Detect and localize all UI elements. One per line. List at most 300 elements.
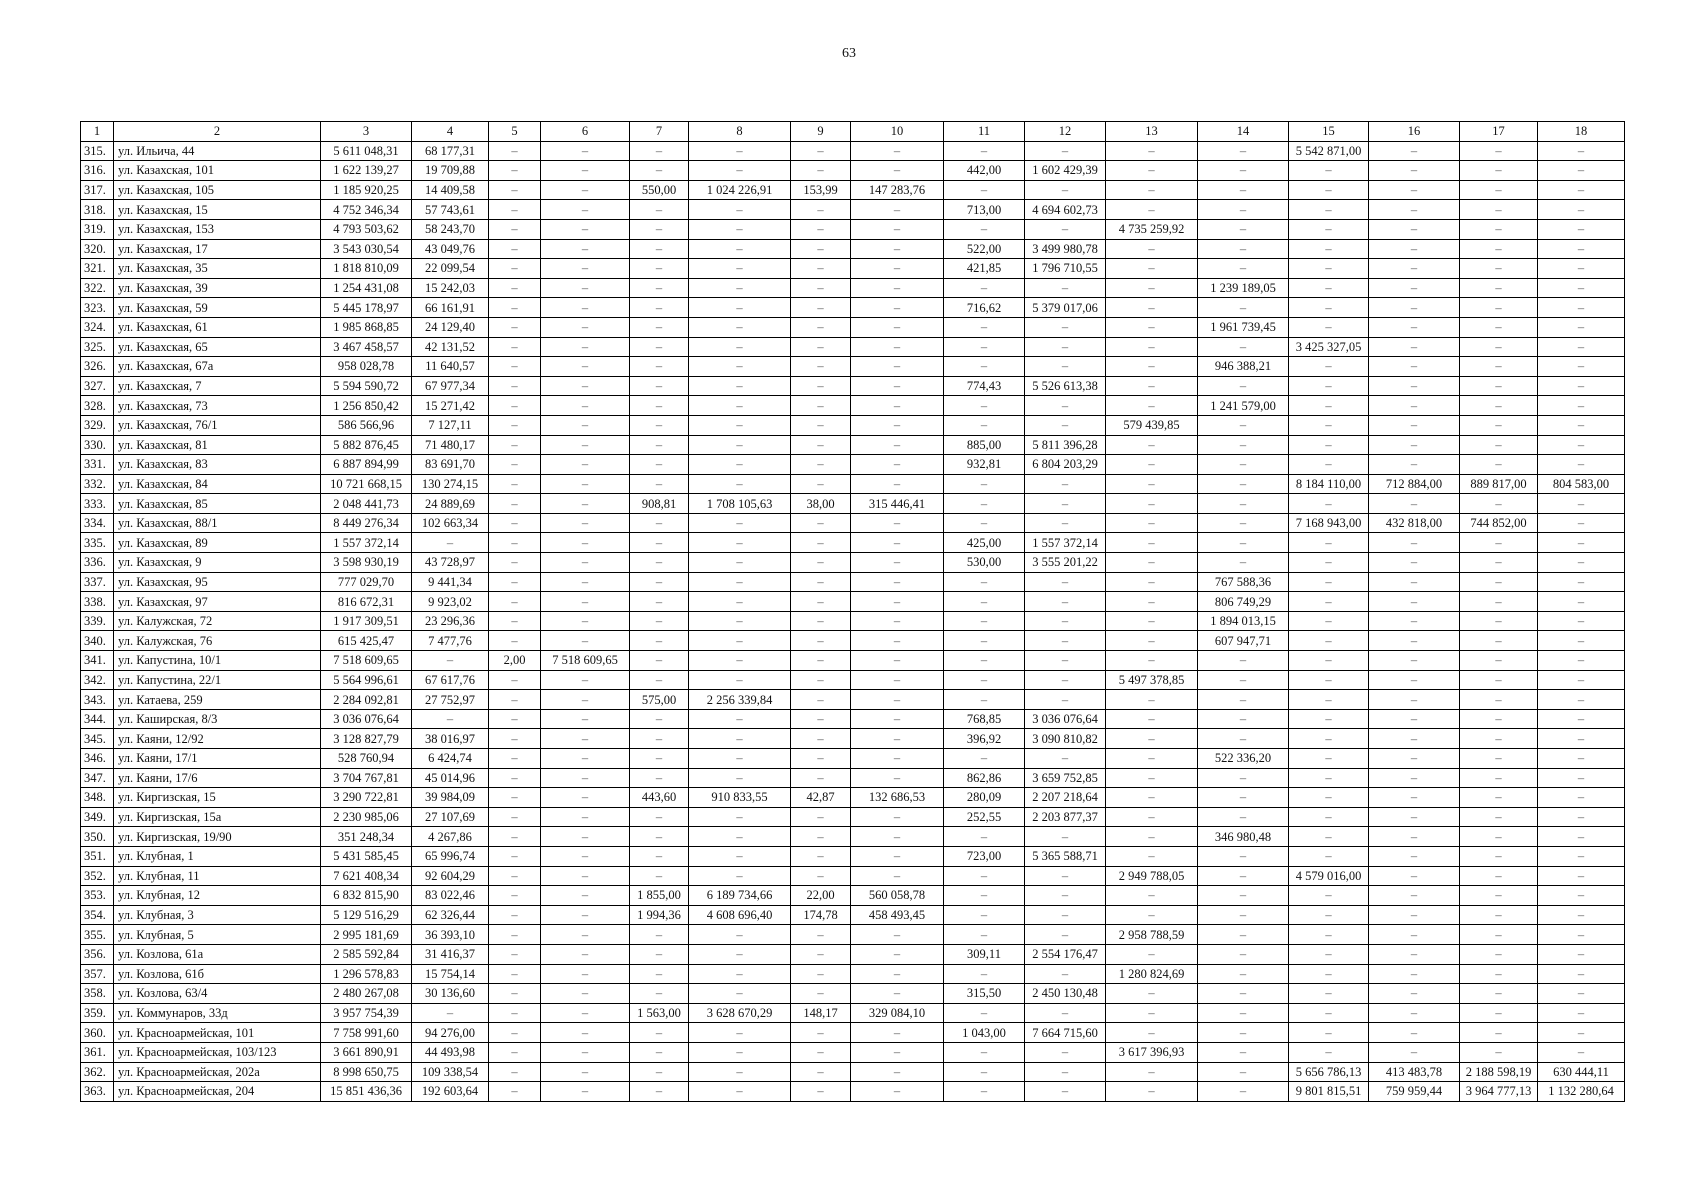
- value-cell: –: [541, 944, 630, 964]
- table-row: [81, 533, 1625, 553]
- value-cell: –: [412, 709, 489, 729]
- value-cell: –: [689, 670, 791, 690]
- value-cell: –: [1369, 788, 1460, 808]
- value-cell: –: [851, 827, 944, 847]
- value-cell: 66 161,91: [412, 298, 489, 318]
- value-cell: –: [541, 239, 630, 259]
- value-cell: –: [689, 592, 791, 612]
- value-cell: –: [541, 807, 630, 827]
- value-cell: 132 686,53: [851, 788, 944, 808]
- value-cell: –: [689, 749, 791, 769]
- value-cell: –: [541, 572, 630, 592]
- address-cell: ул. Казахская, 15: [114, 200, 321, 220]
- value-cell: –: [1025, 670, 1106, 690]
- value-cell: –: [1538, 788, 1625, 808]
- value-cell: –: [791, 278, 851, 298]
- value-cell: –: [1106, 533, 1198, 553]
- value-cell: –: [489, 259, 541, 279]
- value-cell: –: [1369, 455, 1460, 475]
- value-cell: –: [1106, 553, 1198, 573]
- value-cell: –: [689, 513, 791, 533]
- value-cell: –: [541, 749, 630, 769]
- value-cell: –: [851, 141, 944, 161]
- value-cell: 560 058,78: [851, 886, 944, 906]
- value-cell: –: [541, 846, 630, 866]
- value-cell: –: [1289, 219, 1369, 239]
- value-cell: 57 743,61: [412, 200, 489, 220]
- address-cell: ул. Каяни, 12/92: [114, 729, 321, 749]
- value-cell: –: [1460, 592, 1538, 612]
- value-cell: –: [1198, 298, 1289, 318]
- value-cell: –: [541, 259, 630, 279]
- value-cell: –: [944, 905, 1025, 925]
- value-cell: 1 185 920,25: [321, 180, 412, 200]
- value-cell: –: [630, 435, 689, 455]
- row-number: 348.: [81, 788, 114, 808]
- value-cell: 425,00: [944, 533, 1025, 553]
- table-row: [81, 827, 1625, 847]
- value-cell: 7 518 609,65: [541, 651, 630, 671]
- address-cell: ул. Козлова, 61б: [114, 964, 321, 984]
- value-cell: 1 563,00: [630, 1003, 689, 1023]
- table-row: [81, 494, 1625, 514]
- value-cell: 7 518 609,65: [321, 651, 412, 671]
- value-cell: –: [1289, 749, 1369, 769]
- value-cell: 958 028,78: [321, 357, 412, 377]
- value-cell: –: [1538, 572, 1625, 592]
- value-cell: –: [630, 846, 689, 866]
- value-cell: –: [541, 553, 630, 573]
- value-cell: –: [791, 435, 851, 455]
- value-cell: –: [541, 200, 630, 220]
- value-cell: 630 444,11: [1538, 1062, 1625, 1082]
- value-cell: –: [1198, 788, 1289, 808]
- value-cell: –: [541, 670, 630, 690]
- value-cell: –: [1106, 729, 1198, 749]
- value-cell: –: [1025, 396, 1106, 416]
- value-cell: –: [1538, 846, 1625, 866]
- value-cell: 804 583,00: [1538, 474, 1625, 494]
- value-cell: –: [851, 415, 944, 435]
- value-cell: –: [630, 1042, 689, 1062]
- address-cell: ул. Каширская, 8/3: [114, 709, 321, 729]
- value-cell: 147 283,76: [851, 180, 944, 200]
- value-cell: –: [1198, 161, 1289, 181]
- address-cell: ул. Казахская, 73: [114, 396, 321, 416]
- value-cell: –: [689, 572, 791, 592]
- value-cell: 7 168 943,00: [1289, 513, 1369, 533]
- address-cell: ул. Казахская, 59: [114, 298, 321, 318]
- value-cell: 62 326,44: [412, 905, 489, 925]
- value-cell: –: [1198, 846, 1289, 866]
- table-row: [81, 592, 1625, 612]
- value-cell: –: [1106, 474, 1198, 494]
- value-cell: –: [1460, 631, 1538, 651]
- value-cell: –: [1025, 964, 1106, 984]
- value-cell: 4 608 696,40: [689, 905, 791, 925]
- value-cell: 3 957 754,39: [321, 1003, 412, 1023]
- value-cell: –: [851, 1062, 944, 1082]
- value-cell: –: [1460, 435, 1538, 455]
- value-cell: 5 656 786,13: [1289, 1062, 1369, 1082]
- value-cell: –: [541, 533, 630, 553]
- value-cell: 7 127,11: [412, 415, 489, 435]
- address-cell: ул. Киргизская, 15: [114, 788, 321, 808]
- value-cell: –: [630, 611, 689, 631]
- value-cell: –: [689, 866, 791, 886]
- value-cell: –: [1289, 376, 1369, 396]
- value-cell: –: [1106, 749, 1198, 769]
- value-cell: –: [1538, 455, 1625, 475]
- address-cell: ул. Казахская, 95: [114, 572, 321, 592]
- value-cell: –: [1289, 729, 1369, 749]
- value-cell: –: [1289, 278, 1369, 298]
- value-cell: –: [1198, 415, 1289, 435]
- value-cell: 6 832 815,90: [321, 886, 412, 906]
- table-row: [81, 513, 1625, 533]
- value-cell: 71 480,17: [412, 435, 489, 455]
- address-cell: ул. Каяни, 17/6: [114, 768, 321, 788]
- value-cell: –: [1106, 886, 1198, 906]
- address-cell: ул. Красноармейская, 101: [114, 1023, 321, 1043]
- value-cell: 1 296 578,83: [321, 964, 412, 984]
- value-cell: –: [1369, 200, 1460, 220]
- value-cell: 109 338,54: [412, 1062, 489, 1082]
- table-row: [81, 474, 1625, 494]
- value-cell: –: [1289, 317, 1369, 337]
- value-cell: 1 622 139,27: [321, 161, 412, 181]
- value-cell: –: [1369, 259, 1460, 279]
- value-cell: –: [541, 298, 630, 318]
- value-cell: –: [1369, 219, 1460, 239]
- row-number: 362.: [81, 1062, 114, 1082]
- value-cell: –: [489, 690, 541, 710]
- address-cell: ул. Капустина, 10/1: [114, 651, 321, 671]
- value-cell: –: [1369, 925, 1460, 945]
- table-row: [81, 317, 1625, 337]
- value-cell: –: [1460, 572, 1538, 592]
- value-cell: –: [689, 1023, 791, 1043]
- value-cell: 8 998 650,75: [321, 1062, 412, 1082]
- value-cell: 5 594 590,72: [321, 376, 412, 396]
- value-cell: –: [1198, 435, 1289, 455]
- value-cell: –: [489, 807, 541, 827]
- table-body: [81, 122, 1625, 1102]
- value-cell: –: [1198, 239, 1289, 259]
- value-cell: –: [1198, 944, 1289, 964]
- value-cell: –: [1460, 768, 1538, 788]
- value-cell: –: [944, 1003, 1025, 1023]
- value-cell: –: [1198, 1003, 1289, 1023]
- value-cell: –: [630, 1082, 689, 1102]
- value-cell: 67 977,34: [412, 376, 489, 396]
- value-cell: –: [1106, 846, 1198, 866]
- value-cell: –: [689, 846, 791, 866]
- value-cell: –: [541, 1003, 630, 1023]
- value-cell: –: [851, 651, 944, 671]
- value-cell: –: [541, 905, 630, 925]
- address-cell: ул. Киргизская, 15а: [114, 807, 321, 827]
- value-cell: –: [1538, 1042, 1625, 1062]
- value-cell: 8 184 110,00: [1289, 474, 1369, 494]
- value-cell: –: [1460, 278, 1538, 298]
- value-cell: –: [412, 533, 489, 553]
- value-cell: –: [1369, 592, 1460, 612]
- value-cell: –: [791, 513, 851, 533]
- value-cell: –: [1289, 611, 1369, 631]
- value-cell: 27 107,69: [412, 807, 489, 827]
- column-header: 7: [630, 122, 689, 142]
- value-cell: –: [791, 631, 851, 651]
- address-cell: ул. Казахская, 101: [114, 161, 321, 181]
- value-cell: –: [1198, 337, 1289, 357]
- value-cell: –: [1106, 455, 1198, 475]
- row-number: 324.: [81, 317, 114, 337]
- row-number: 317.: [81, 180, 114, 200]
- row-number: 363.: [81, 1082, 114, 1102]
- value-cell: –: [689, 455, 791, 475]
- table-row: [81, 161, 1625, 181]
- address-cell: ул. Клубная, 1: [114, 846, 321, 866]
- value-cell: –: [1460, 337, 1538, 357]
- value-cell: 806 749,29: [1198, 592, 1289, 612]
- value-cell: –: [630, 474, 689, 494]
- value-cell: 9 923,02: [412, 592, 489, 612]
- table-row: [81, 1082, 1625, 1102]
- value-cell: 130 274,15: [412, 474, 489, 494]
- value-cell: 7 621 408,34: [321, 866, 412, 886]
- value-cell: –: [851, 984, 944, 1004]
- value-cell: –: [791, 846, 851, 866]
- value-cell: –: [689, 631, 791, 651]
- value-cell: –: [541, 455, 630, 475]
- value-cell: –: [1289, 357, 1369, 377]
- value-cell: 396,92: [944, 729, 1025, 749]
- value-cell: –: [489, 670, 541, 690]
- column-header: 6: [541, 122, 630, 142]
- value-cell: 2 480 267,08: [321, 984, 412, 1004]
- value-cell: –: [944, 1042, 1025, 1062]
- value-cell: –: [944, 592, 1025, 612]
- value-cell: –: [1369, 494, 1460, 514]
- value-cell: 759 959,44: [1369, 1082, 1460, 1102]
- value-cell: –: [1025, 474, 1106, 494]
- value-cell: 1 043,00: [944, 1023, 1025, 1043]
- value-cell: 1 985 868,85: [321, 317, 412, 337]
- address-cell: ул. Клубная, 3: [114, 905, 321, 925]
- value-cell: –: [851, 866, 944, 886]
- value-cell: –: [1460, 357, 1538, 377]
- value-cell: –: [1289, 180, 1369, 200]
- column-header: 13: [1106, 122, 1198, 142]
- value-cell: –: [1289, 670, 1369, 690]
- value-cell: –: [791, 259, 851, 279]
- value-cell: –: [1369, 886, 1460, 906]
- value-cell: –: [1106, 161, 1198, 181]
- value-cell: –: [1289, 846, 1369, 866]
- table-row: [81, 1023, 1625, 1043]
- page-number: 63: [842, 46, 856, 61]
- value-cell: 3 290 722,81: [321, 788, 412, 808]
- value-cell: –: [630, 200, 689, 220]
- address-cell: ул. Каяни, 17/1: [114, 749, 321, 769]
- value-cell: 586 566,96: [321, 415, 412, 435]
- value-cell: –: [851, 611, 944, 631]
- value-cell: –: [851, 709, 944, 729]
- address-cell: ул. Козлова, 61а: [114, 944, 321, 964]
- value-cell: –: [489, 866, 541, 886]
- value-cell: 1 894 013,15: [1198, 611, 1289, 631]
- value-cell: –: [851, 474, 944, 494]
- value-cell: 6 887 894,99: [321, 455, 412, 475]
- value-cell: –: [1025, 611, 1106, 631]
- value-cell: –: [851, 533, 944, 553]
- table-row: [81, 357, 1625, 377]
- value-cell: –: [944, 1082, 1025, 1102]
- value-cell: –: [1289, 827, 1369, 847]
- value-cell: –: [944, 631, 1025, 651]
- value-cell: –: [689, 415, 791, 435]
- value-cell: 148,17: [791, 1003, 851, 1023]
- value-cell: –: [1198, 533, 1289, 553]
- value-cell: –: [1369, 533, 1460, 553]
- value-cell: 1 994,36: [630, 905, 689, 925]
- value-cell: –: [791, 141, 851, 161]
- value-cell: –: [1460, 611, 1538, 631]
- value-cell: –: [1369, 827, 1460, 847]
- value-cell: –: [1538, 984, 1625, 1004]
- value-cell: 43 728,97: [412, 553, 489, 573]
- value-cell: –: [1198, 141, 1289, 161]
- value-cell: –: [630, 1062, 689, 1082]
- value-cell: –: [689, 1042, 791, 1062]
- value-cell: –: [489, 219, 541, 239]
- value-cell: 5 365 588,71: [1025, 846, 1106, 866]
- value-cell: –: [851, 435, 944, 455]
- value-cell: 862,86: [944, 768, 1025, 788]
- value-cell: –: [1538, 866, 1625, 886]
- value-cell: –: [689, 376, 791, 396]
- value-cell: –: [791, 944, 851, 964]
- value-cell: 1 818 810,09: [321, 259, 412, 279]
- value-cell: –: [1538, 1023, 1625, 1043]
- value-cell: –: [1106, 337, 1198, 357]
- value-cell: –: [1198, 886, 1289, 906]
- address-cell: ул. Казахская, 89: [114, 533, 321, 553]
- value-cell: –: [1538, 396, 1625, 416]
- value-cell: 5 542 871,00: [1289, 141, 1369, 161]
- value-cell: –: [851, 807, 944, 827]
- value-cell: –: [851, 161, 944, 181]
- value-cell: 15 754,14: [412, 964, 489, 984]
- row-number: 323.: [81, 298, 114, 318]
- value-cell: –: [1106, 259, 1198, 279]
- value-cell: –: [489, 846, 541, 866]
- value-cell: –: [1538, 651, 1625, 671]
- value-cell: –: [1106, 298, 1198, 318]
- value-cell: 2 203 877,37: [1025, 807, 1106, 827]
- value-cell: –: [689, 533, 791, 553]
- value-cell: –: [489, 1003, 541, 1023]
- value-cell: 351 248,34: [321, 827, 412, 847]
- value-cell: –: [1538, 317, 1625, 337]
- value-cell: –: [791, 572, 851, 592]
- value-cell: –: [1106, 572, 1198, 592]
- value-cell: 43 049,76: [412, 239, 489, 259]
- value-cell: 4 752 346,34: [321, 200, 412, 220]
- value-cell: –: [1198, 219, 1289, 239]
- value-cell: –: [1289, 161, 1369, 181]
- value-cell: –: [944, 396, 1025, 416]
- value-cell: –: [1106, 435, 1198, 455]
- value-cell: –: [630, 161, 689, 181]
- value-cell: 3 499 980,78: [1025, 239, 1106, 259]
- value-cell: –: [1289, 788, 1369, 808]
- row-number: 339.: [81, 611, 114, 631]
- value-cell: –: [944, 925, 1025, 945]
- value-cell: –: [630, 455, 689, 475]
- value-cell: 3 555 201,22: [1025, 553, 1106, 573]
- value-cell: –: [630, 1023, 689, 1043]
- value-cell: –: [1289, 572, 1369, 592]
- value-cell: –: [1198, 376, 1289, 396]
- value-cell: –: [1369, 239, 1460, 259]
- value-cell: –: [1460, 964, 1538, 984]
- value-cell: –: [489, 396, 541, 416]
- value-cell: –: [689, 984, 791, 1004]
- value-cell: 889 817,00: [1460, 474, 1538, 494]
- value-cell: 3 704 767,81: [321, 768, 412, 788]
- value-cell: –: [1538, 219, 1625, 239]
- value-cell: –: [630, 827, 689, 847]
- value-cell: –: [1025, 1042, 1106, 1062]
- value-cell: 2 230 985,06: [321, 807, 412, 827]
- value-cell: –: [1289, 396, 1369, 416]
- value-cell: 11 640,57: [412, 357, 489, 377]
- value-cell: –: [791, 807, 851, 827]
- value-cell: –: [689, 435, 791, 455]
- value-cell: –: [1198, 259, 1289, 279]
- value-cell: 1 254 431,08: [321, 278, 412, 298]
- value-cell: 44 493,98: [412, 1042, 489, 1062]
- address-cell: ул. Казахская, 35: [114, 259, 321, 279]
- value-cell: 2 284 092,81: [321, 690, 412, 710]
- table-row: [81, 435, 1625, 455]
- value-cell: 3 617 396,93: [1106, 1042, 1198, 1062]
- value-cell: –: [1460, 670, 1538, 690]
- value-cell: –: [689, 964, 791, 984]
- value-cell: –: [791, 161, 851, 181]
- value-cell: –: [1106, 494, 1198, 514]
- column-header: 18: [1538, 122, 1625, 142]
- value-cell: –: [689, 219, 791, 239]
- value-cell: 908,81: [630, 494, 689, 514]
- value-cell: 102 663,34: [412, 513, 489, 533]
- value-cell: –: [1289, 886, 1369, 906]
- value-cell: –: [541, 984, 630, 1004]
- value-cell: –: [944, 866, 1025, 886]
- value-cell: –: [689, 729, 791, 749]
- value-cell: 58 243,70: [412, 219, 489, 239]
- value-cell: –: [1538, 533, 1625, 553]
- value-cell: –: [489, 709, 541, 729]
- value-cell: 932,81: [944, 455, 1025, 475]
- value-cell: –: [1538, 944, 1625, 964]
- value-cell: 3 036 076,64: [321, 709, 412, 729]
- table-row: [81, 278, 1625, 298]
- value-cell: 7 758 991,60: [321, 1023, 412, 1043]
- table-row: [81, 709, 1625, 729]
